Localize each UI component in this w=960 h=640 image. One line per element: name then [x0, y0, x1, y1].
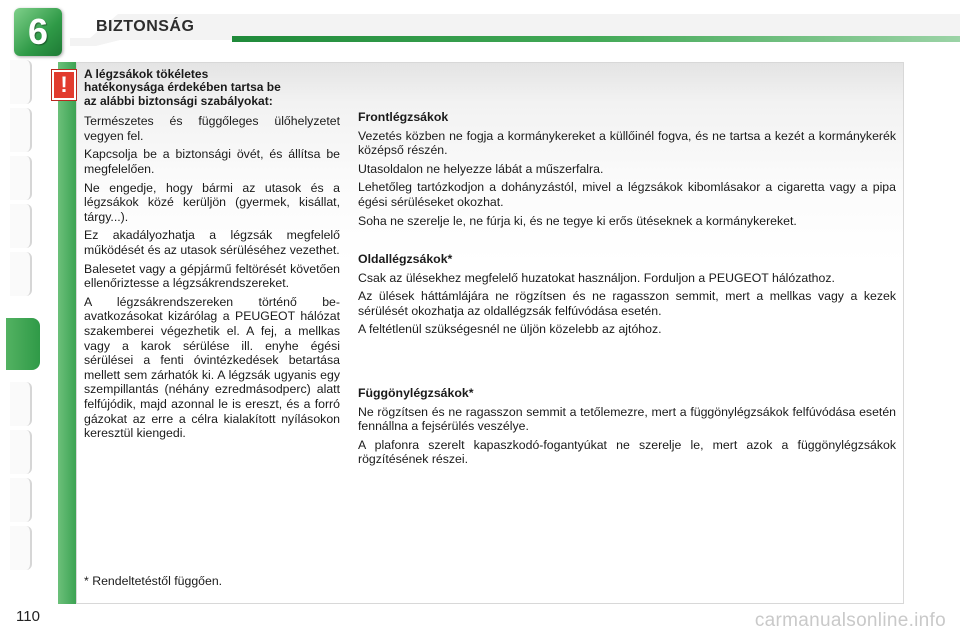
chapter-tabs — [10, 60, 32, 580]
chapter-tab[interactable] — [10, 430, 32, 474]
section-paragraph: Soha ne szerelje le, ne fúrja ki, és ne tegye ki erős ütéseknek a kormánykereket. — [358, 213, 797, 228]
section-paragraph: Ne rögzítsen és ne ragasszon semmit a tetőlemezre, mert a függönylégzsákok felfúvódása esetén fennállna a fejsérülés veszélye. — [358, 404, 896, 434]
section-paragraph: Lehetőleg tartózkodjon a dohányzástól, mivel a légzsákok kibomlásakor a cigaretta vagy a pipa égési sérüléseket okozhat. — [358, 180, 896, 209]
chapter-tab[interactable] — [10, 382, 32, 426]
warning-paragraph: Balesetet vagy a gépjármű feltörését követően ellenőriztesse a légzsákrendszereket. — [84, 261, 340, 291]
footnote: * Rendeltetéstől függően. — [84, 574, 223, 588]
section-paragraph: A plafonra szerelt kapaszkodó-fogantyúkat ne szerelje le, mert azok a függönylégzsákok rögzítésének részei. — [358, 437, 896, 467]
chapter-tab[interactable] — [10, 60, 32, 104]
section-title: Frontlégzsákok — [358, 110, 449, 124]
warning-box — [84, 68, 340, 445]
warning-icon: ! — [52, 70, 76, 100]
warning-paragraph: Ez akadályozhatja a légzsák megfelelő működését és az utasok sérüléséhez vezethet. — [84, 228, 340, 257]
page-title: BIZTONSÁG — [96, 18, 195, 35]
warning-paragraph: Ne engedje, hogy bármi az utasok és a légzsákok közé kerüljön (gyermek, kisállat, tárgy...). — [84, 180, 340, 224]
section-side-airbags — [358, 252, 896, 341]
chapter-badge — [14, 8, 62, 56]
section-title: Függönylégzsákok* — [358, 386, 474, 400]
chapter-tab-active[interactable] — [6, 318, 40, 370]
chapter-tab[interactable] — [10, 478, 32, 522]
warning-box-title: A légzsákok tökéletes hatékonysága érdekében tartsa be az alábbi biztonsági szabályokat: — [84, 67, 281, 108]
warning-paragraph: Kapcsolja be a biztonsági övét, és állítsa be megfelelően. — [84, 147, 340, 176]
header — [0, 0, 960, 52]
chapter-tab[interactable] — [10, 526, 32, 570]
section-paragraph: Csak az ülésekhez megfelelő huzatokat használjon. Forduljon a PEUGEOT hálózathoz. — [358, 270, 835, 285]
section-paragraph: A feltétlenül szükségesnél ne üljön közelebb az ajtóhoz. — [358, 322, 662, 337]
chapter-number: 6 — [27, 11, 49, 52]
page-number: 110 — [16, 608, 40, 625]
chapter-tab[interactable] — [10, 204, 32, 248]
section-paragraph: Vezetés közben ne fogja a kormánykereket a küllőinél fogva, és ne tartsa a kezét a kormánykerék középső részén. — [358, 128, 896, 158]
section-curtain-airbags — [358, 386, 896, 471]
side-accent-bar — [58, 62, 76, 604]
chapter-tab[interactable] — [10, 156, 32, 200]
section-paragraph: Az ülések háttámlájára ne rögzítsen és ne ragasszon semmit, mert a mellkas vagy a kezek sérülését okozhatja az oldallégzsák felfúvódása esetén. — [358, 289, 896, 318]
chapter-tab[interactable] — [10, 252, 32, 296]
watermark: carmanualsonline.info — [754, 610, 946, 631]
warning-paragraph: Természetes és függőleges ülőhelyzetet vegyen fel. — [84, 114, 340, 143]
section-paragraph: Utasoldalon ne helyezze lábát a műszerfalra. — [358, 161, 604, 176]
section-title: Oldallégzsákok* — [358, 252, 453, 266]
section-front-airbags — [358, 110, 896, 232]
chapter-tab[interactable] — [10, 108, 32, 152]
warning-paragraph: A légzsákrendszereken történő beavatkozásokat kizárólag a PEUGEOT hálózat szakemberei végezhetik el. A fej, a mellkas vagy a karok sérülése ill. enyhe égési sérülései a fenti óvintézkedések betartása mellett sem zárhatók ki. A légzsák ugyanis egy szempillantás (néhány ezredmásodperc) alatt felfújódik, majd azonnal le is ereszt, és a forró gázokat az erre a célra kialakított nyílásokon keresztül kiengedi. — [84, 294, 340, 441]
